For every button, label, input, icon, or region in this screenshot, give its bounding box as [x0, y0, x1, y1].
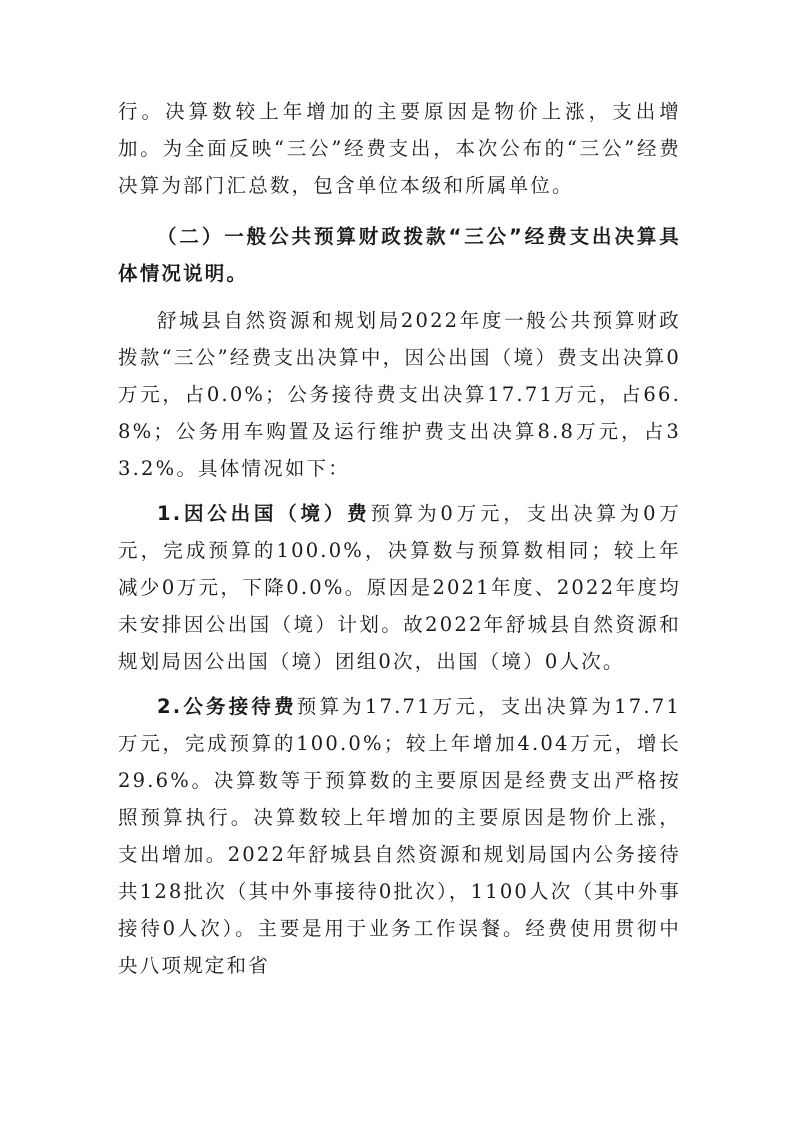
paragraph-continued: 行。决算数较上年增加的主要原因是物价上涨，支出增加。为全面反映“三公”经费支出，本次公布的“三公”经费决算为部门汇总数，包含单位本级和所属单位。: [118, 100, 681, 197]
item-reception-lead: 2.公务接待费: [157, 695, 297, 718]
item-travel-abroad-lead: 1.因公出国（境）费: [157, 502, 371, 525]
paragraph-item-reception: [118, 688, 681, 984]
item-travel-abroad-body: 预算为0万元，支出决算为0万元，完成预算的100.0%，决算数与预算数相同；较上年减少0万元，下降0.0%。原因是2021年度、2022年度均未安排因公出国（境）计划。故2022年舒城县自然资源和规划局因公出国（境）团组0次，出国（境）0人次。: [118, 502, 681, 673]
item-reception-body: 预算为17.71万元，支出决算为17.71万元，完成预算的100.0%；较上年增加4.04万元，增长29.6%。决算数等于预算数的主要原因是经费支出严格按照预算执行。决算数较上年增加的主要原因是物价上涨，支出增加。2022年舒城县自然资源和规划局国内公务接待共128批次（其中外事接待0批次），1100人次（其中外事接待0人次）。主要是用于业务工作误餐。经费使用贯彻中央八项规定和省: [118, 695, 681, 977]
paragraph-overview: 舒城县自然资源和规划局2022年度一般公共预算财政拨款“三公”经费支出决算中，因公出国（境）费支出决算0万元，占0.0%；公务接待费支出决算17.71万元，占66.8%；公务用车购置及运行维护费支出决算8.8万元，占33.2%。具体情况如下：: [118, 309, 681, 480]
paragraph-item-travel-abroad: [118, 495, 681, 680]
section-heading: （二）一般公共预算财政拨款“三公”经费支出决算具体情况说明。: [118, 225, 681, 285]
